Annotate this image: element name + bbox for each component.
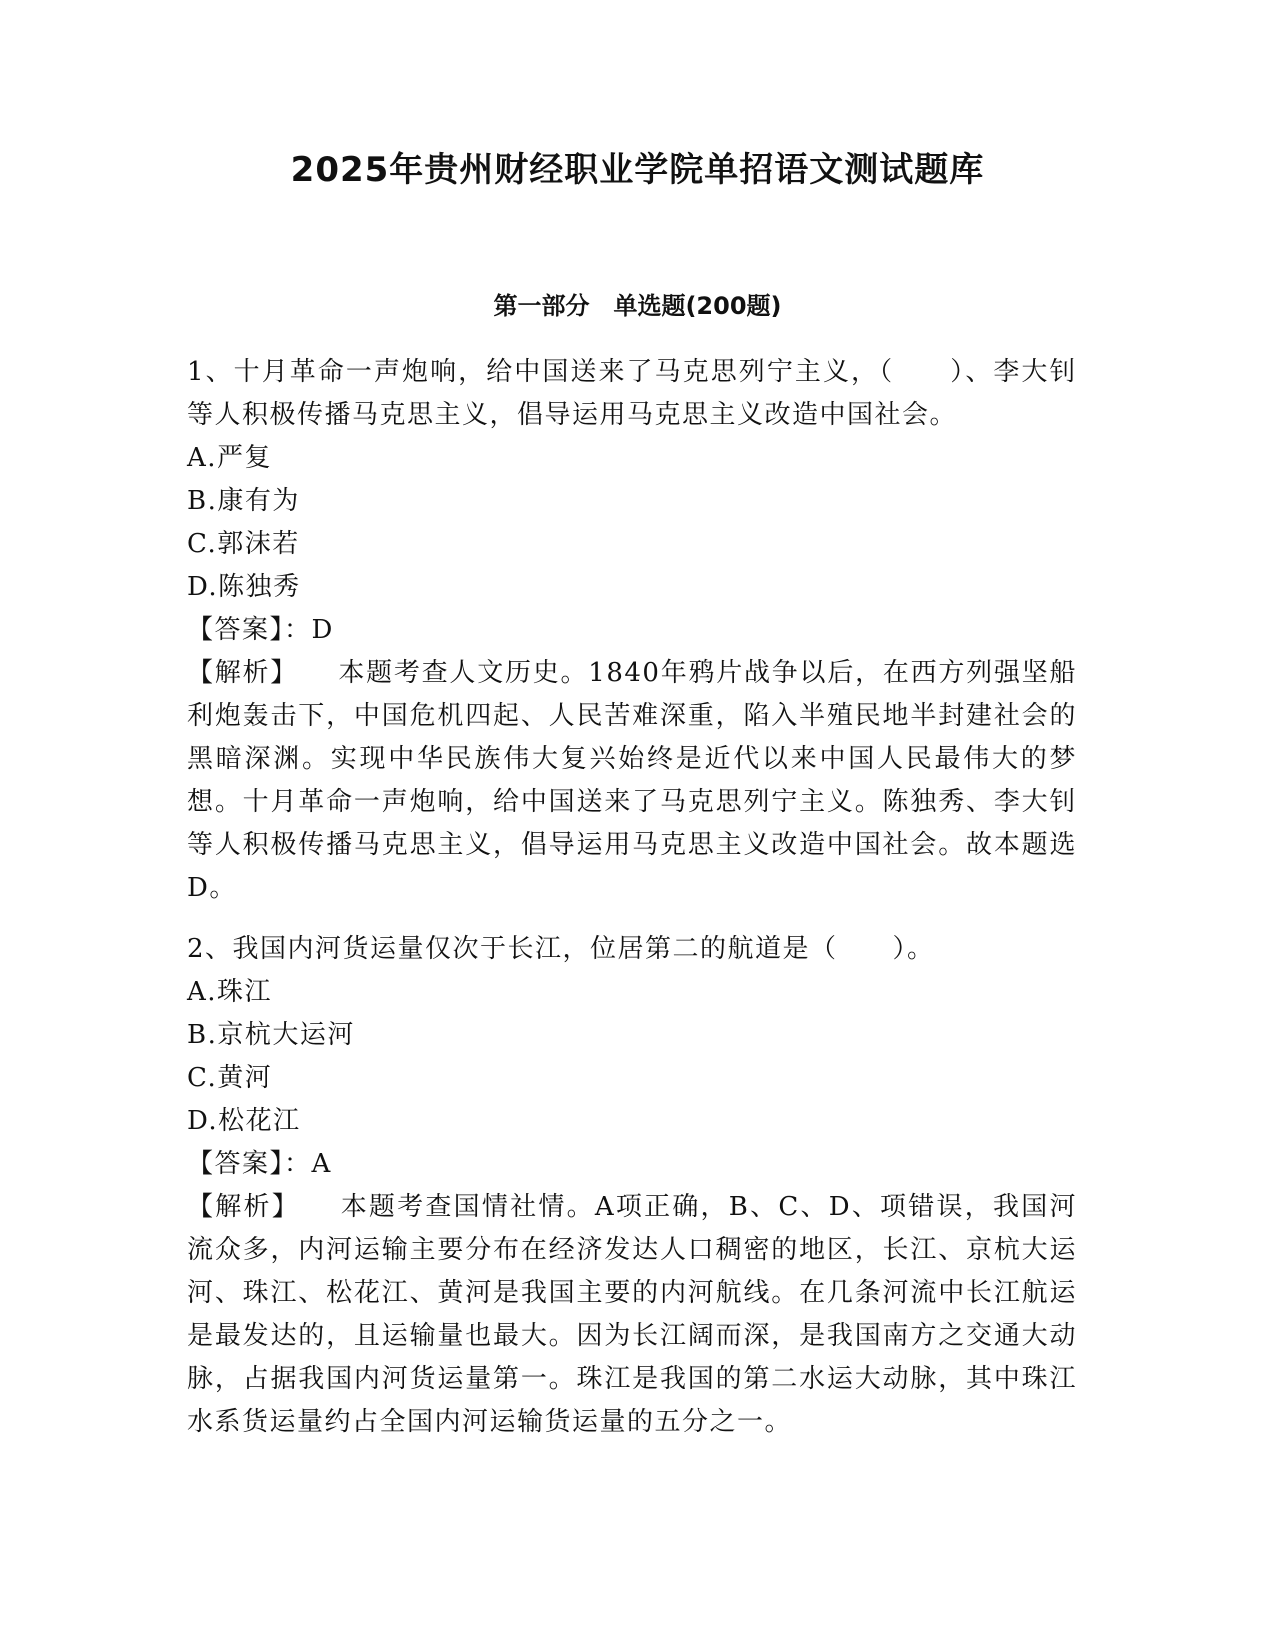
analysis-label: 【解析】	[187, 1192, 300, 1222]
document-title: 2025年贵州财经职业学院单招语文测试题库	[290, 150, 985, 190]
analysis-text: 本题考查人文历史。1840年鸦片战争以后，在西方列强坚船利炮轰击下，中国危机四起、人民苦难深重，陷入半殖民地半封建社会的黑暗深渊。实现中华民族伟大复兴始终是近代以来中国人民最伟大的梦想。十月革命一声炮响，给中国送来了马克思列宁主义。陈独秀、李大钊等人积极传播马克思主义，倡导运用马克思主义改造中国社会。故本题选D。	[187, 658, 1077, 903]
answer-line	[187, 1143, 1077, 1186]
question-stem: 2、我国内河货运量仅次于长江，位居第二的航道是（ ）。	[187, 934, 935, 964]
option-b: B.康有为	[187, 486, 300, 516]
answer-label: 【答案】：	[187, 1149, 312, 1179]
answer-value: A	[311, 1149, 332, 1179]
question-stem: 1、十月革命一声炮响，给中国送来了马克思列宁主义，（ ）、李大钊等人积极传播马克思主义，倡导运用马克思主义改造中国社会。	[187, 357, 1077, 430]
analysis-label: 【解析】	[187, 658, 299, 688]
question-list	[187, 351, 1077, 1444]
answer-line	[187, 609, 1077, 652]
section-title: 第一部分 单选题(200题)	[493, 292, 782, 320]
question-1	[187, 351, 1077, 910]
analysis-text: 本题考查国情社情。A项正确，B、C、D、项错误，我国河流众多，内河运输主要分布在经济发达人口稠密的地区，长江、京杭大运河、珠江、松花江、黄河是我国主要的内河航线。在几条河流中长江航运是最发达的，且运输量也最大。因为长江阔而深，是我国南方之交通大动脉，占据我国内河货运量第一。珠江是我国的第二水运大动脉，其中珠江水系货运量约占全国内河运输货运量的五分之一。	[187, 1192, 1077, 1437]
analysis-paragraph	[187, 1186, 1077, 1444]
option-a: A.珠江	[187, 977, 273, 1007]
question-2	[187, 928, 1077, 1444]
option-c: C.郭沫若	[187, 529, 300, 559]
answer-value: D	[311, 615, 334, 645]
option-d: D.松花江	[187, 1106, 301, 1136]
option-a: A.严复	[187, 443, 273, 473]
analysis-paragraph	[187, 652, 1077, 910]
option-d: D.陈独秀	[187, 572, 301, 602]
option-c: C.黄河	[187, 1063, 273, 1093]
option-b: B.京杭大运河	[187, 1020, 355, 1050]
answer-label: 【答案】：	[187, 615, 312, 645]
